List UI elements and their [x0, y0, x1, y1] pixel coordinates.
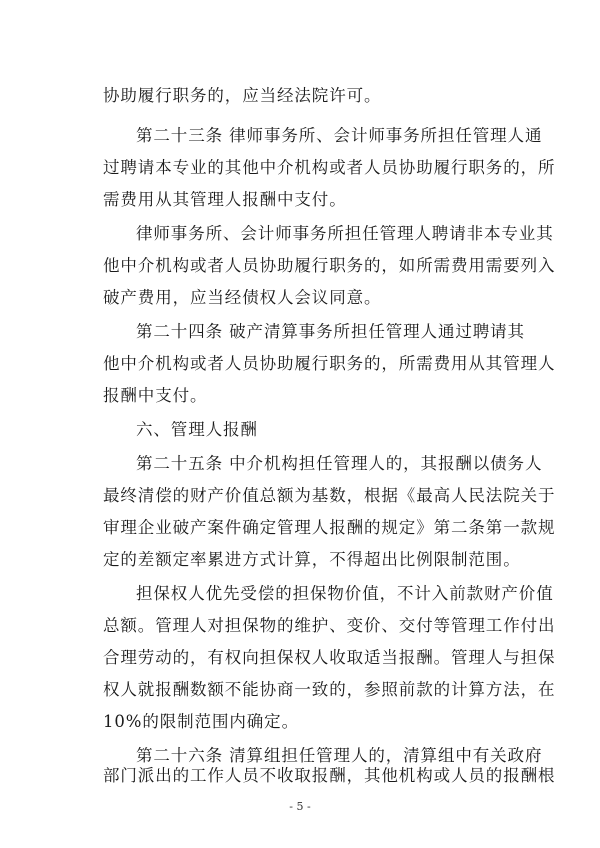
article-23-line-1: 第二十三条 律师事务所、会计师事务所担任管理人通: [136, 126, 543, 145]
article-23-line-3: 需费用从其管理人报酬中支付。: [103, 190, 347, 209]
article-25-para2-line-1: 担保权人优先受偿的担保物价值，不计入前款财产价值: [136, 584, 554, 603]
article-26-line-1: 第二十六条 清算组担任管理人的，清算组中有关政府: [136, 746, 543, 765]
text-line-1: 协助履行职务的，应当经法院许可。: [103, 86, 382, 105]
page-number: - 5 -: [289, 800, 311, 813]
section-heading: 六、管理人报酬: [136, 420, 258, 439]
article-25-line-1: 第二十五条 中介机构担任管理人的，其报酬以债务人: [136, 454, 543, 473]
article-25-line-3: 审理企业破产案件确定管理人报酬的规定》第二条第一款规: [103, 518, 556, 537]
article-25-para2-line-3: 合理劳动的，有权向担保权人收取适当报酬。管理人与担保: [103, 648, 556, 667]
article-23-para2-line-2: 他中介机构或者人员协助履行职务的，如所需费用需要列入: [103, 256, 556, 275]
article-24-line-3: 报酬中支付。: [103, 386, 208, 405]
article-24-line-2: 他中介机构或者人员协助履行职务的，所需费用从其管理人: [103, 354, 556, 373]
article-23-para2-line-3: 破产费用，应当经债权人会议同意。: [103, 288, 382, 307]
article-25-line-2: 最终清偿的财产价值总额为基数，根据《最高人民法院关于: [103, 486, 556, 505]
article-26-line-2: 部门派出的工作人员不收取报酬，其他机构或人员的报酬根: [103, 766, 556, 785]
article-25-line-4: 定的差额定率累进方式计算，不得超出比例限制范围。: [103, 550, 521, 569]
article-25-para2-line-5: 10%的限制范围内确定。: [103, 712, 299, 731]
article-23-line-2: 过聘请本专业的其他中介机构或者人员协助履行职务的，所: [103, 158, 556, 177]
article-25-para2-line-2: 总额。管理人对担保物的维护、变价、交付等管理工作付出: [103, 616, 556, 635]
article-24-line-1: 第二十四条 破产清算事务所担任管理人通过聘请其: [136, 322, 525, 341]
article-25-para2-line-4: 权人就报酬数额不能协商一致的，参照前款的计算方法，在: [103, 680, 556, 699]
article-23-para2-line-1: 律师事务所、会计师事务所担任管理人聘请非本专业其: [136, 224, 554, 243]
